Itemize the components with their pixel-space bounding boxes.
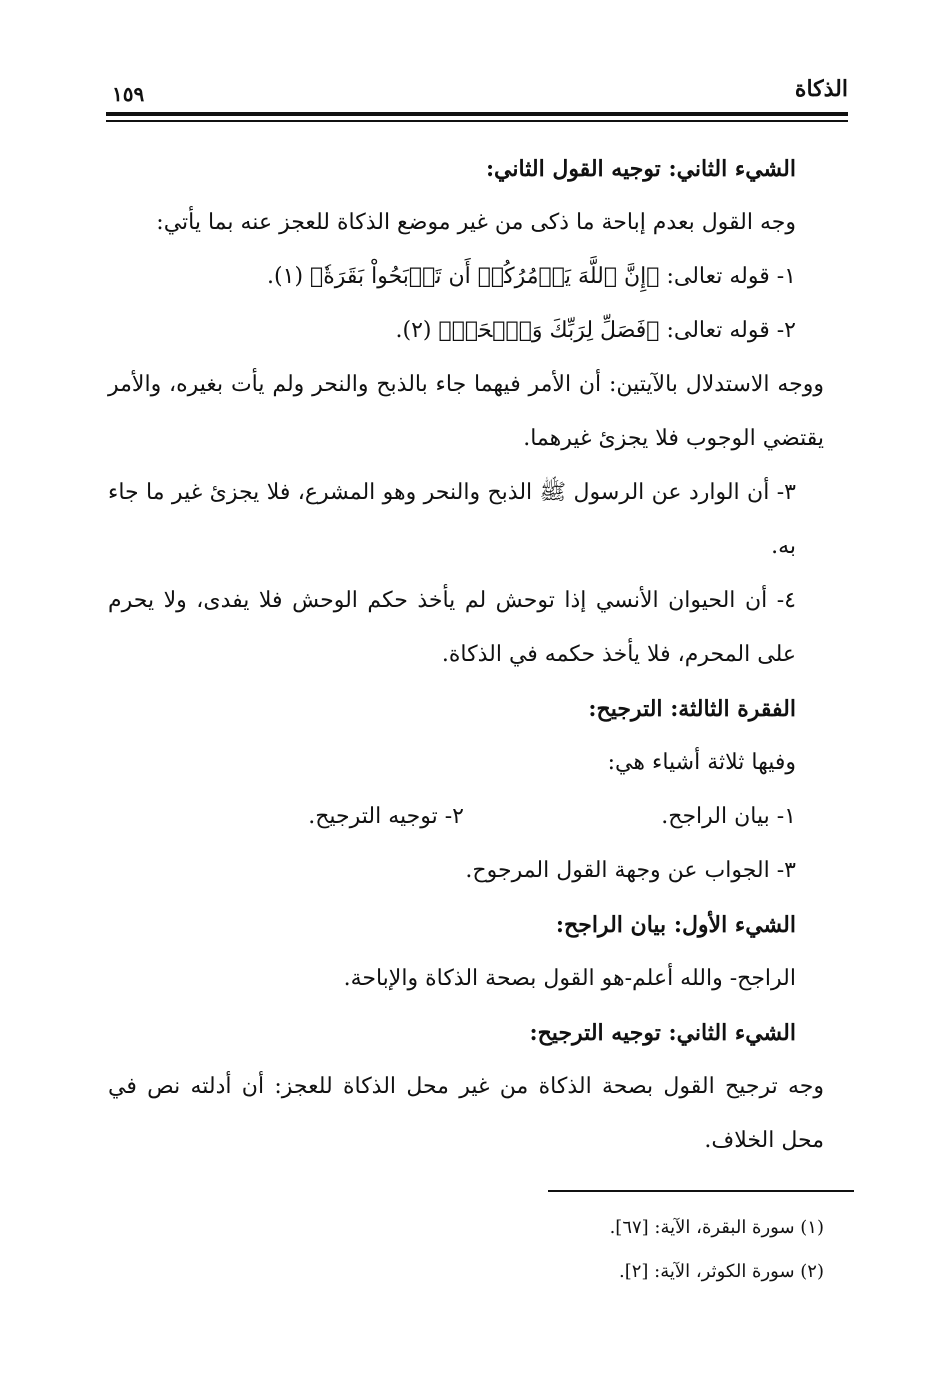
section-heading: الشيء الثاني: توجيه الترجيح:: [529, 1020, 796, 1046]
paragraph: ووجه الاستدلال بالآيتين: أن الأمر فيهما جاء بالذبح والنحر ولم يأت بغيره، والأمر يقتضي الوجوب فلا يجزئ غيرهما.: [108, 372, 824, 451]
header-rule-thin: [106, 120, 848, 122]
list-item: ١- بيان الراجح.: [661, 804, 796, 829]
paragraph: وفيها ثلاثة أشياء هي:: [607, 750, 796, 775]
paragraph: وجه القول بعدم إباحة ما ذكى من غير موضع الذكاة للعجز عنه بما يأتي:: [156, 210, 796, 235]
footnote-separator: [548, 1190, 854, 1192]
footnotes: [500, 1206, 824, 1294]
footnote: (١) سورة البقرة، الآية: [٦٧].: [609, 1217, 824, 1238]
section-heading: الشيء الثاني: توجيه القول الثاني:: [485, 156, 796, 182]
list-item: ٣- أن الوارد عن الرسول ﷺ الذبح والنحر وهو المشرع، فلا يجزئ غير ما جاء به.: [108, 480, 796, 559]
running-title: الذكاة: [794, 76, 848, 102]
two-column-list: [108, 790, 824, 844]
page-header: [106, 70, 848, 112]
list-item: ٢- قوله تعالى: ﴿فَصَلِّ لِرَبِّكَ وَٱنۡحَرۡ﴾ (٢).: [395, 318, 796, 343]
list-item: ١- قوله تعالى: ﴿إِنَّ ٱللَّهَ يَأۡمُرُكُمۡ أَن تَذۡبَحُواْ بَقَرَةٗ﴾ (١).: [267, 264, 796, 289]
list-item: ٢- توجيه الترجيح.: [308, 804, 464, 829]
list-item: ٤- أن الحيوان الأنسي إذا توحش لم يأخذ حكم الوحش فلا يفدى، ولا يحرم على المحرم، فلا يأخذ حكمه في الذكاة.: [108, 588, 796, 667]
header-rule-thick: [106, 112, 848, 116]
main-text: [108, 142, 824, 1168]
page-number: ١٥٩: [112, 82, 145, 106]
paragraph: الراجح- والله أعلم-هو القول بصحة الذكاة والإباحة.: [343, 966, 796, 991]
section-heading: الشيء الأول: بيان الراجح:: [555, 912, 796, 938]
paragraph: وجه ترجيح القول بصحة الذكاة من غير محل الذكاة للعجز: أن أدلته نص في محل الخلاف.: [108, 1074, 824, 1153]
list-item: ٣- الجواب عن وجهة القول المرجوح.: [465, 858, 796, 883]
section-heading: الفقرة الثالثة: الترجيح:: [588, 696, 796, 722]
footnote: (٢) سورة الكوثر، الآية: [٢].: [618, 1261, 824, 1282]
